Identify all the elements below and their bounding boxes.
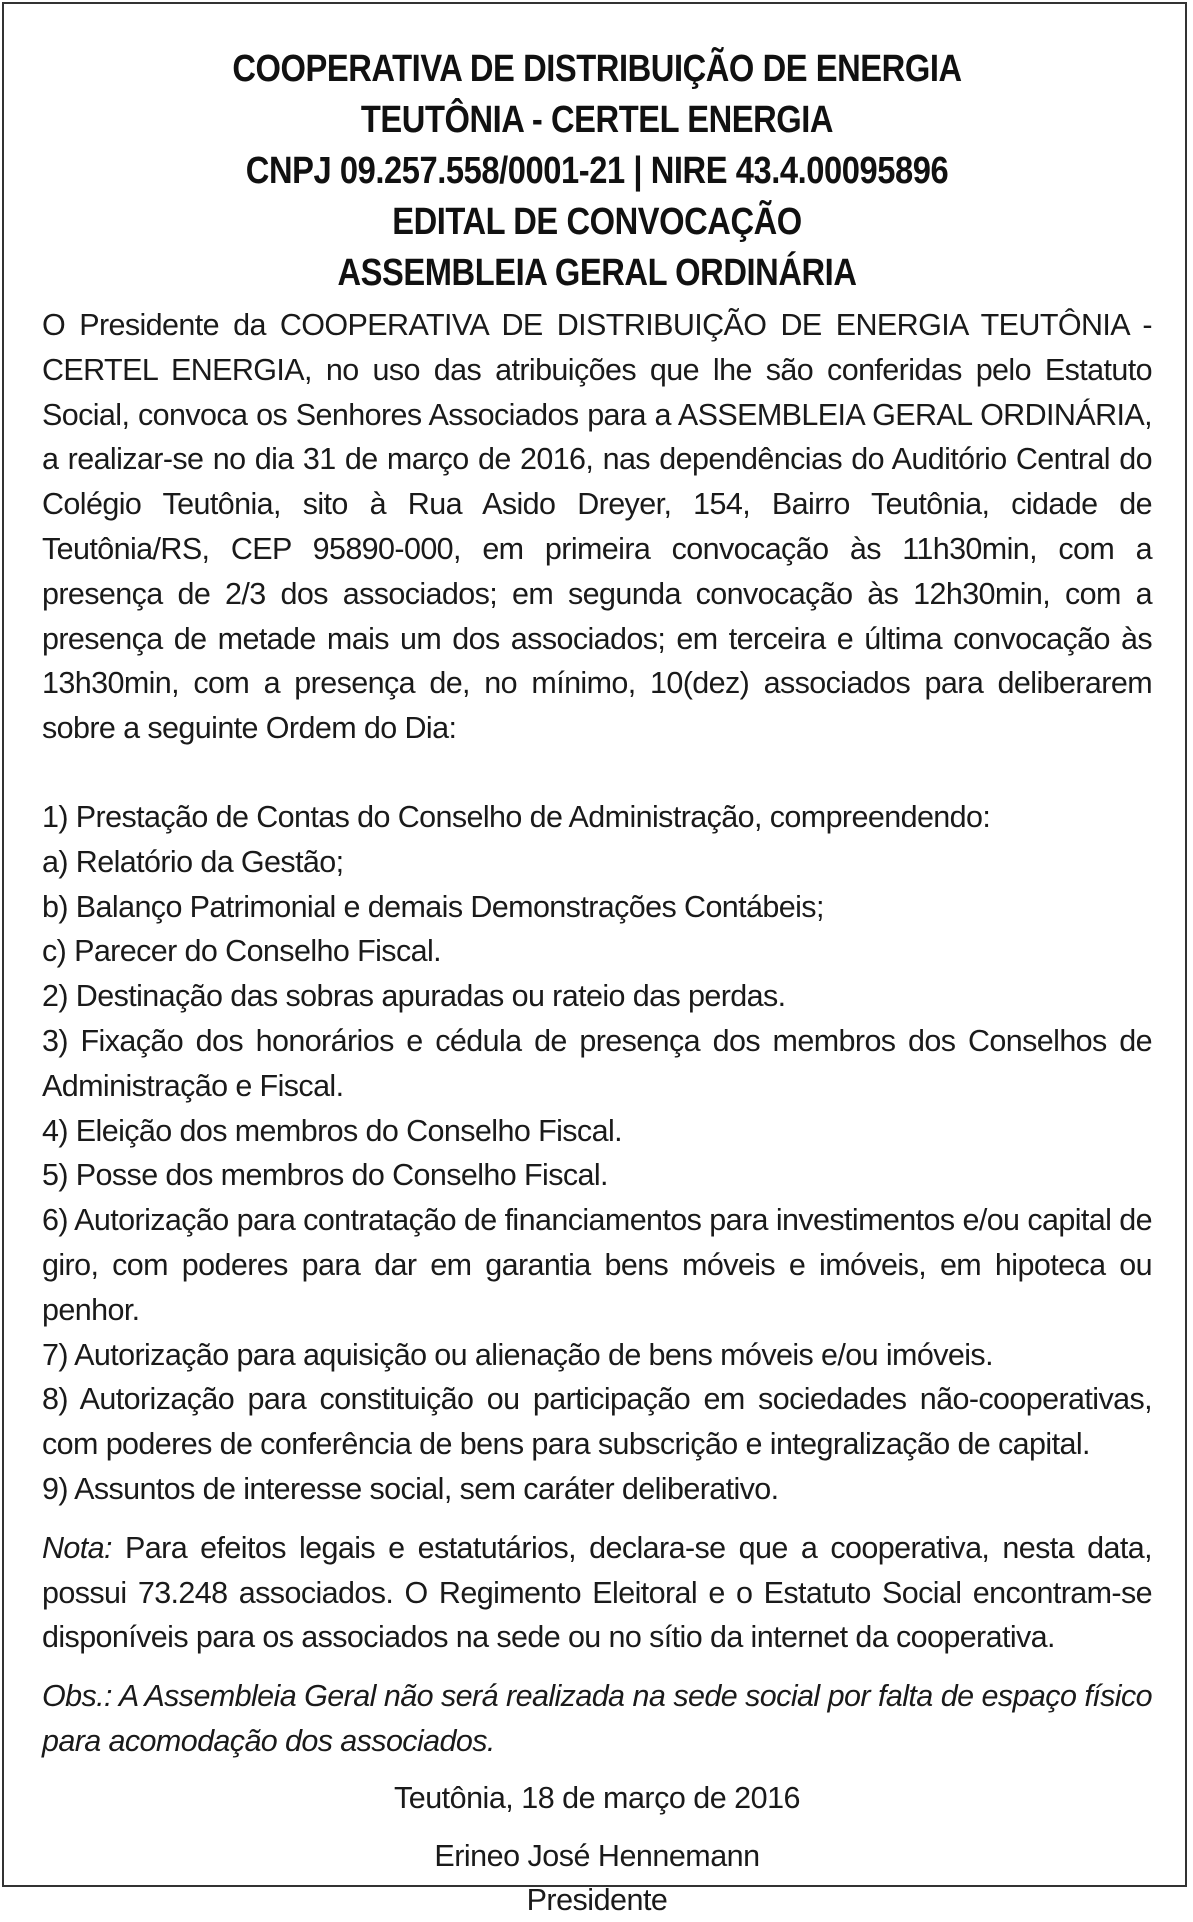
signer-name: Erineo José Hennemann (434, 1838, 760, 1873)
obs-paragraph: Obs.: A Assembleia Geral não será realizada na sede social por falta de espaço físico para acomodação dos associados. (42, 1679, 1152, 1758)
agenda-item: 6) Autorização para contratação de financiamentos para investimentos e/ou capital de giro, com poderes para dar em garantia bens móveis e imóveis, em hipoteca ou penhor. (42, 1203, 1152, 1327)
agenda-list (42, 795, 1152, 1512)
spacer (42, 1512, 1152, 1526)
document-body (42, 303, 1152, 1764)
agenda-item: c) Parecer do Conselho Fiscal. (42, 934, 442, 969)
nota-label: Nota: (42, 1530, 112, 1565)
spacer (42, 1660, 1152, 1674)
agenda-item: a) Relatório da Gestão; (42, 844, 344, 879)
document-header (120, 44, 1075, 299)
header-registration: CNPJ 09.257.558/0001-21 | NIRE 43.4.00095896 (245, 150, 949, 192)
agenda-item: 8) Autorização para constituição ou participação em sociedades não-cooperativas, com poderes de conferência de bens para subscrição e integralização de capital. (42, 1382, 1152, 1462)
signer-title: Presidente (526, 1882, 668, 1917)
header-assembly-title: ASSEMBLEIA GERAL ORDINÁRIA (337, 252, 857, 294)
header-cooperative-name-cont: TEUTÔNIA - CERTEL ENERGIA (360, 99, 834, 141)
signature-block (42, 1776, 1152, 1922)
agenda-item: 1) Prestação de Contas do Conselho de Administração, compreendendo: (42, 799, 991, 834)
header-cooperative-name: COOPERATIVA DE DISTRIBUIÇÃO DE ENERGIA (232, 48, 962, 90)
nota-paragraph (42, 1526, 1152, 1660)
agenda-item: 9) Assuntos de interesse social, sem caráter deliberativo. (42, 1471, 779, 1506)
agenda-item: 7) Autorização para aquisição ou alienação de bens móveis e/ou imóveis. (42, 1337, 993, 1372)
document-content (42, 44, 1152, 1922)
place-date: Teutônia, 18 de março de 2016 (393, 1780, 801, 1815)
intro-paragraph: O Presidente da COOPERATIVA DE DISTRIBUIÇÃO DE ENERGIA TEUTÔNIA - CERTEL ENERGIA, no uso das atribuições que lhe são conferidas pelo Estatuto Social, convoca os Senhores Associados para a ASSEMBLEIA GERAL ORDINÁRIA, a realizar-se no dia 31 de março de 2016, nas dependências do Auditório Central do Colégio Teutônia, sito à Rua Asido Dreyer, 154, Bairro Teutônia, cidade de Teutônia/RS, CEP 95890-000, em primeira convocação às 11h30min, com a presença de 2/3 dos associados; em segunda convocação às 12h30min, com a presença de metade mais um dos associados; em terceira e última convocação às 13h30min, com a presença de, no mínimo, 10(dez) associados para deliberarem sobre a seguinte Ordem do Dia: (42, 308, 1152, 746)
header-notice-title: EDITAL DE CONVOCAÇÃO (392, 201, 802, 243)
agenda-item: 4) Eleição dos membros do Conselho Fiscal. (42, 1113, 622, 1148)
nota-text: Para efeitos legais e estatutários, declara-se que a cooperativa, nesta data, possui 73.248 associados. O Regimento Eleitoral e o Estatuto Social encontram-se disponíveis para os associados na sede ou no sítio da internet da cooperativa. (42, 1530, 1152, 1655)
agenda-item: 2) Destinação das sobras apuradas ou rateio das perdas. (42, 979, 786, 1014)
agenda-item: 5) Posse dos membros do Conselho Fiscal. (42, 1158, 608, 1193)
spacer (42, 751, 1152, 795)
agenda-item: 3) Fixação dos honorários e cédula de presença dos membros dos Conselhos de Administração e Fiscal. (42, 1023, 1152, 1103)
agenda-item: b) Balanço Patrimonial e demais Demonstrações Contábeis; (42, 889, 824, 924)
